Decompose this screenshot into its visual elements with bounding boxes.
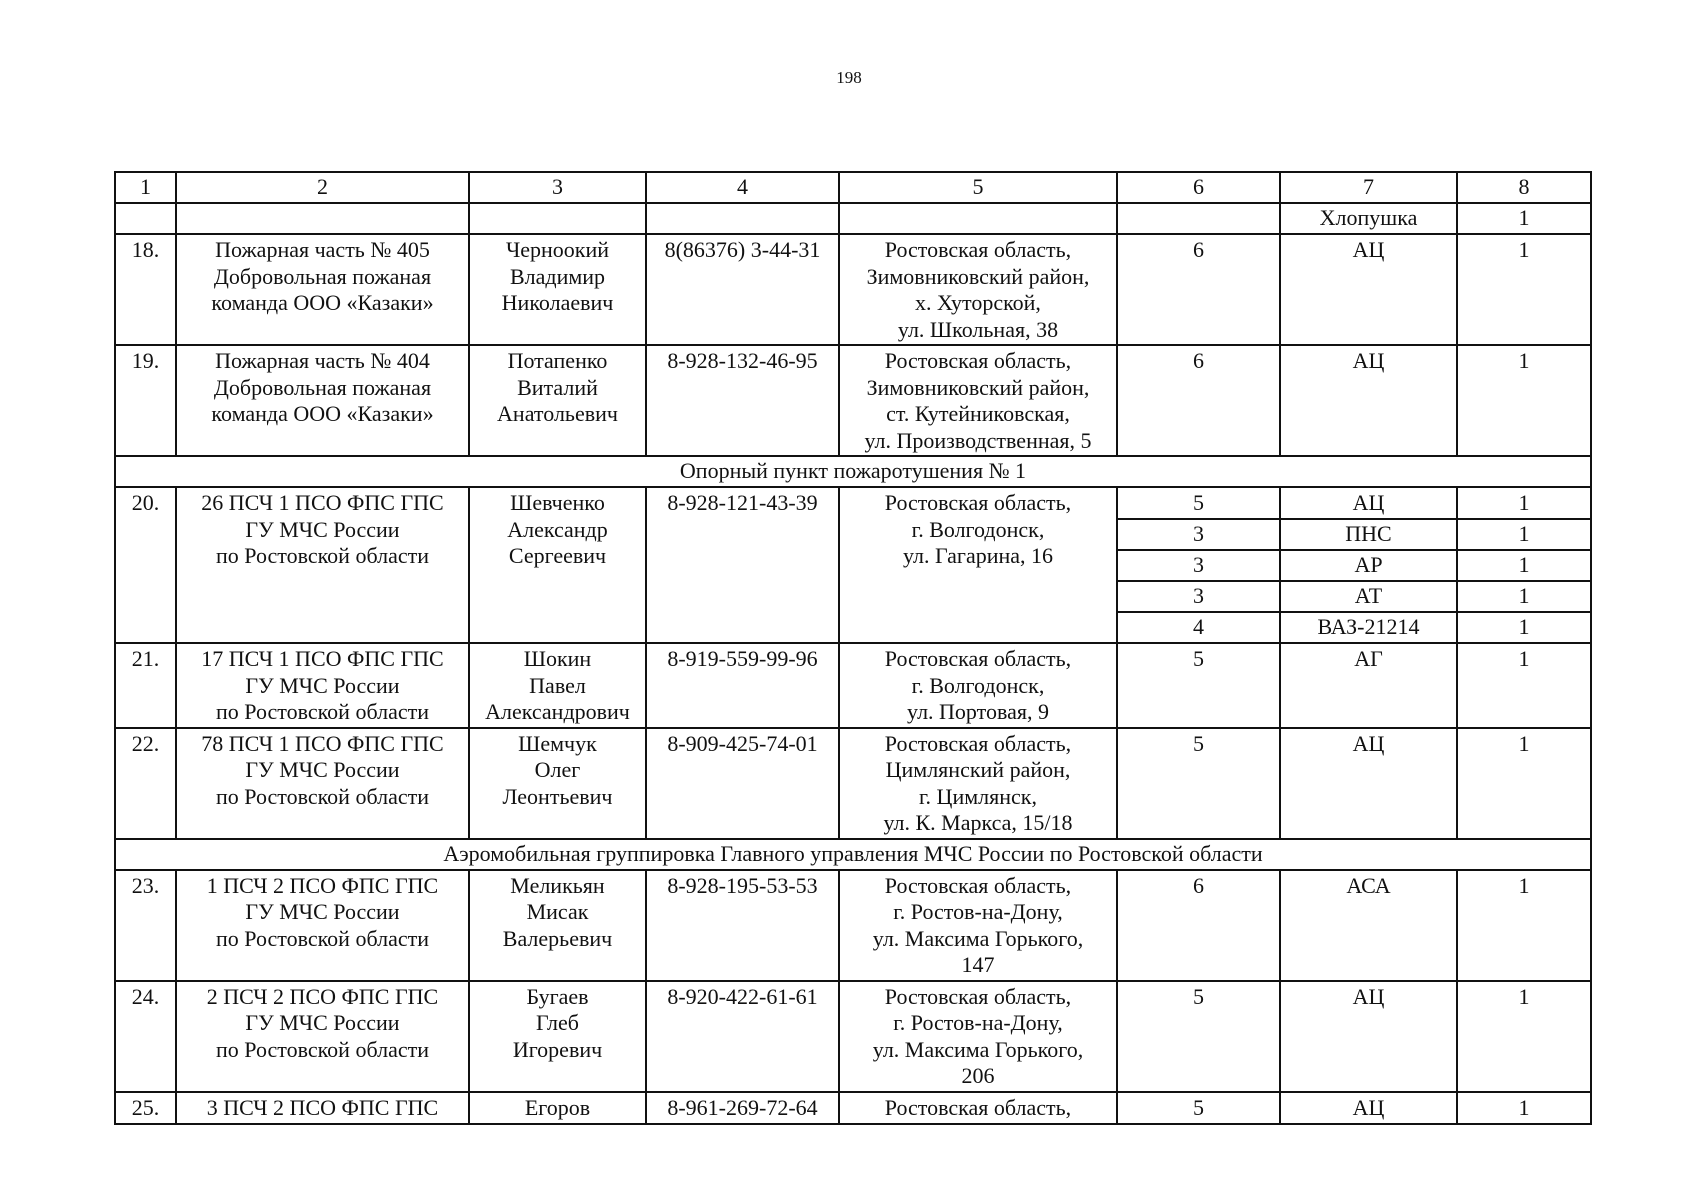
vehicle-count-cell: 1 [1457,203,1591,234]
empty-cell [1117,203,1280,234]
vehicle-type: АЦ [1280,728,1457,839]
empty-cell [176,203,469,234]
row-number: 20. [115,487,176,643]
column-number: 7 [1280,172,1457,203]
empty-cell [469,203,646,234]
address: Ростовская область, г. Волгодонск, ул. Портовая, 9 [839,643,1117,728]
vehicle-count: 1 [1457,870,1591,981]
vehicle-count: 1 [1457,643,1591,728]
address: Ростовская область, [839,1092,1117,1124]
phone: 8-961-269-72-64 [646,1092,839,1124]
table-row [115,981,1591,1092]
row-number: 23. [115,870,176,981]
address: Ростовская область, Цимлянский район, г. Цимлянск, ул. К. Маркса, 15/18 [839,728,1117,839]
table-row [115,870,1591,981]
table-row [115,728,1591,839]
column-number: 8 [1457,172,1591,203]
vehicle-type: АГ [1280,643,1457,728]
crew-size: 5 [1117,1092,1280,1124]
phone: 8-928-195-53-53 [646,870,839,981]
vehicle-count: 1 [1457,234,1591,345]
section-title: Опорный пункт пожаротушения № 1 [115,456,1591,487]
row-number: 19. [115,345,176,456]
unit-name: 78 ПСЧ 1 ПСО ФПС ГПС ГУ МЧС России по Ростовской области [176,728,469,839]
row-number: 24. [115,981,176,1092]
vehicle-type-cell: Хлопушка [1280,203,1457,234]
phone: 8-928-132-46-95 [646,345,839,456]
empty-cell [115,203,176,234]
empty-cell [839,203,1117,234]
crew-size: 6 [1117,234,1280,345]
vehicle-type: АСА [1280,870,1457,981]
unit-name: 17 ПСЧ 1 ПСО ФПС ГПС ГУ МЧС России по Ростовской области [176,643,469,728]
vehicle-count: 1 [1457,519,1591,550]
crew-size: 6 [1117,345,1280,456]
address: Ростовская область, г. Ростов-на-Дону, ул. Максима Горького, 147 [839,870,1117,981]
unit-name: 26 ПСЧ 1 ПСО ФПС ГПС ГУ МЧС России по Ростовской области [176,487,469,643]
vehicle-count: 1 [1457,612,1591,643]
column-number: 6 [1117,172,1280,203]
unit-name: 3 ПСЧ 2 ПСО ФПС ГПС [176,1092,469,1124]
carry-over-row [115,203,1591,234]
vehicle-count: 1 [1457,581,1591,612]
head-name: Шевченко Александр Сергеевич [469,487,646,643]
units-table [114,171,1592,1125]
head-name: Егоров [469,1092,646,1124]
unit-name: Пожарная часть № 405 Добровольная пожаная команда ООО «Казаки» [176,234,469,345]
phone: 8-920-422-61-61 [646,981,839,1092]
vehicle-count: 1 [1457,981,1591,1092]
crew-size: 6 [1117,870,1280,981]
head-name: Бугаев Глеб Игоревич [469,981,646,1092]
crew-size: 3 [1117,519,1280,550]
vehicle-type: АЦ [1280,1092,1457,1124]
vehicle-type: АТ [1280,581,1457,612]
address: Ростовская область, г. Волгодонск, ул. Гагарина, 16 [839,487,1117,643]
unit-name: 2 ПСЧ 2 ПСО ФПС ГПС ГУ МЧС России по Ростовской области [176,981,469,1092]
crew-size: 3 [1117,550,1280,581]
column-number: 2 [176,172,469,203]
vehicle-count: 1 [1457,487,1591,519]
crew-size: 5 [1117,643,1280,728]
row-number: 21. [115,643,176,728]
section-row [115,456,1591,487]
vehicle-type: АЦ [1280,345,1457,456]
head-name: Потапенко Виталий Анатольевич [469,345,646,456]
row-number: 25. [115,1092,176,1124]
table-row [115,643,1591,728]
vehicle-type: АЦ [1280,981,1457,1092]
unit-name: 1 ПСЧ 2 ПСО ФПС ГПС ГУ МЧС России по Ростовской области [176,870,469,981]
row-number: 18. [115,234,176,345]
head-name: Меликьян Мисак Валерьевич [469,870,646,981]
vehicle-type: ПНС [1280,519,1457,550]
column-number: 1 [115,172,176,203]
table-row [115,1092,1591,1124]
vehicle-count: 1 [1457,1092,1591,1124]
vehicle-type: АЦ [1280,234,1457,345]
table-row [115,345,1591,456]
empty-cell [646,203,839,234]
address: Ростовская область, г. Ростов-на-Дону, ул. Максима Горького, 206 [839,981,1117,1092]
section-title: Аэромобильная группировка Главного управления МЧС России по Ростовской области [115,839,1591,870]
crew-size: 4 [1117,612,1280,643]
vehicle-type: АР [1280,550,1457,581]
table-row [115,234,1591,345]
phone: 8-909-425-74-01 [646,728,839,839]
table-row [115,487,1591,519]
head-name: Шемчук Олег Леонтьевич [469,728,646,839]
column-number: 4 [646,172,839,203]
column-number: 5 [839,172,1117,203]
crew-size: 5 [1117,981,1280,1092]
vehicle-type: АЦ [1280,487,1457,519]
address: Ростовская область, Зимовниковский район, ст. Кутейниковская, ул. Производственная, 5 [839,345,1117,456]
head-name: Черноокий Владимир Николаевич [469,234,646,345]
crew-size: 5 [1117,728,1280,839]
crew-size: 3 [1117,581,1280,612]
column-number: 3 [469,172,646,203]
address: Ростовская область, Зимовниковский район, х. Хуторской, ул. Школьная, 38 [839,234,1117,345]
vehicle-count: 1 [1457,728,1591,839]
vehicle-count: 1 [1457,345,1591,456]
section-row [115,839,1591,870]
row-number: 22. [115,728,176,839]
crew-size: 5 [1117,487,1280,519]
column-number-row [115,172,1591,203]
phone: 8-919-559-99-96 [646,643,839,728]
vehicle-type: ВАЗ-21214 [1280,612,1457,643]
vehicle-count: 1 [1457,550,1591,581]
phone: 8-928-121-43-39 [646,487,839,643]
unit-name: Пожарная часть № 404 Добровольная пожаная команда ООО «Казаки» [176,345,469,456]
phone: 8(86376) 3-44-31 [646,234,839,345]
page-number: 198 [836,68,862,87]
head-name: Шокин Павел Александрович [469,643,646,728]
